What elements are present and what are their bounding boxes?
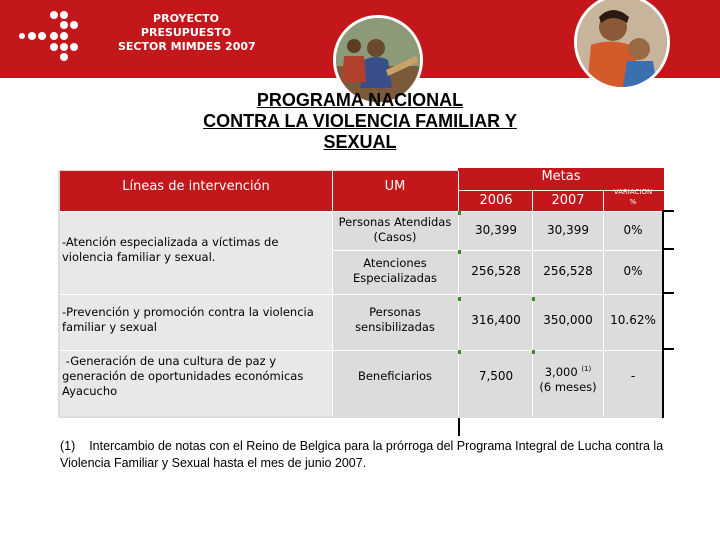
row-variacion: - <box>630 369 636 383</box>
row-linea: -Prevención y promoción contra la violencia familiar y sexual <box>62 305 314 334</box>
row-variacion: 0% <box>623 264 643 278</box>
cell-marker <box>458 350 461 354</box>
row-um: Personas sensibilizadas <box>355 305 435 334</box>
cell-marker <box>458 297 461 301</box>
row-linea: -Generación de una cultura de paz y generación de oportunidades económicas Ayacucho <box>62 354 307 398</box>
row-um: Personas Atendidas (Casos) <box>338 215 452 244</box>
cell-marker <box>532 297 535 301</box>
row-2007: 350,000 <box>543 313 593 327</box>
cell-marker <box>458 211 461 215</box>
header-2006: 2006 <box>479 193 513 208</box>
header-metas: Metas <box>541 169 581 184</box>
cell-marker <box>458 250 461 254</box>
row-2007-value: 3,000 <box>544 364 578 379</box>
dot-grid-logo-icon <box>14 8 84 63</box>
grid-line <box>60 294 662 295</box>
row-2007 <box>533 362 603 395</box>
cell-marker <box>532 350 535 354</box>
table-edge <box>662 210 674 212</box>
row-linea: -Atención especializada a víctimas de violencia familiar y sexual. <box>62 235 279 264</box>
row-variacion: 0% <box>623 223 643 237</box>
footnote-text: Intercambio de notas con el Reino de Belgica para la prórroga del Programa Integral de Lucha contra la Violencia Familiar y Sexual hasta el mes de junio 2007. <box>60 439 664 470</box>
page-title <box>150 90 570 153</box>
page-title-line: CONTRA LA VIOLENCIA FAMILIAR Y <box>203 111 517 131</box>
header-variacion-line: % <box>629 198 637 206</box>
row-2007-note: (6 meses) <box>539 379 597 394</box>
footnote <box>60 438 670 472</box>
page-title-line: SEXUAL <box>323 132 397 152</box>
header-variacion-line: VARIACION <box>613 188 653 196</box>
footnote-marker: (1) <box>60 439 76 453</box>
footnote-ref: (1) <box>581 365 592 373</box>
grid-line <box>60 350 662 351</box>
row-variacion: 10.62% <box>610 313 656 327</box>
table-edge <box>662 348 674 350</box>
header-2007: 2007 <box>551 193 585 208</box>
row-2006: 256,528 <box>471 264 521 278</box>
header-variacion <box>604 187 662 207</box>
row-um: Beneficiarios <box>357 369 433 383</box>
row-um: Atenciones Especializadas <box>352 256 437 285</box>
page-title-line: PROGRAMA NACIONAL <box>256 90 464 110</box>
header-title-line: PROYECTO <box>153 12 219 25</box>
row-2007: 256,528 <box>543 264 593 278</box>
table-edge <box>662 248 674 250</box>
header-title <box>118 12 254 54</box>
table-edge <box>662 292 674 294</box>
header-title-line: SECTOR MIMDES 2007 <box>118 40 256 53</box>
table-edge <box>662 210 664 418</box>
header-title-line: PRESUPUESTO <box>140 26 232 39</box>
row-2006: 7,500 <box>478 369 514 383</box>
header-um: UM <box>384 179 406 194</box>
row-2006: 30,399 <box>475 223 517 237</box>
grid-line <box>332 250 662 251</box>
header-lineas: Líneas de intervención <box>122 179 270 194</box>
table-edge <box>458 418 460 436</box>
row-2007: 30,399 <box>547 223 589 237</box>
grid-line <box>60 211 662 212</box>
row-2006: 316,400 <box>471 313 521 327</box>
